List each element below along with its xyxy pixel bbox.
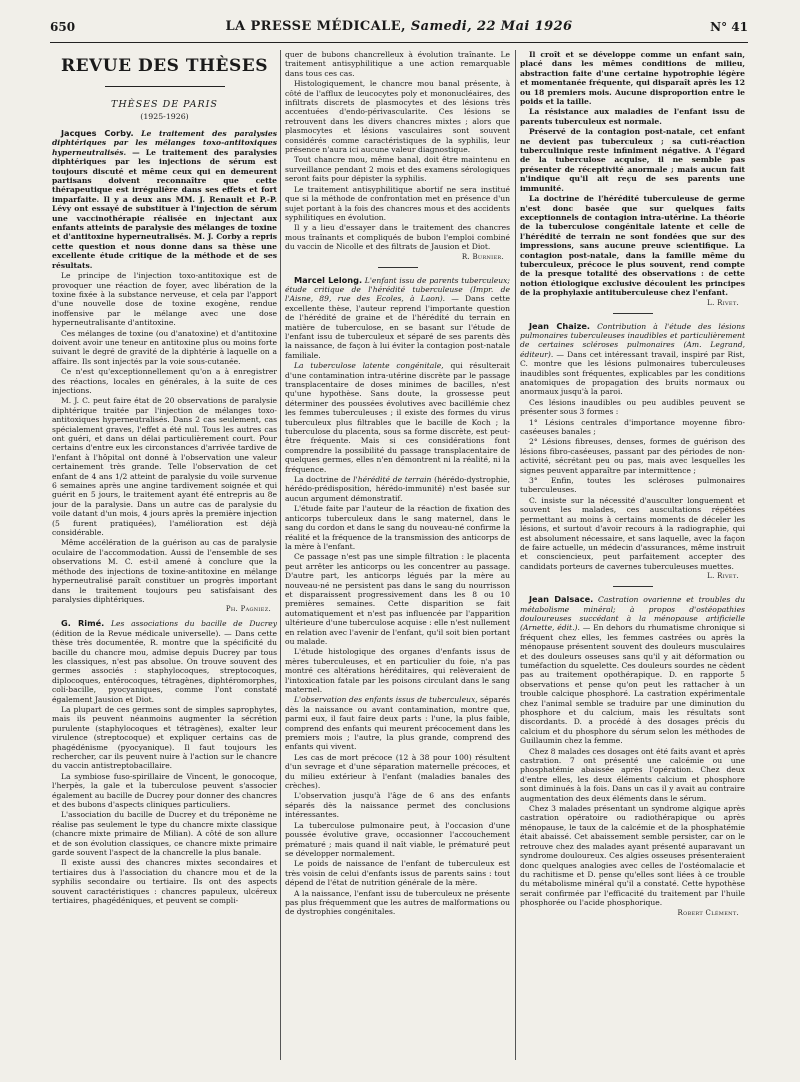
review-paragraph: La symbiose fuso-spirillaire de Vincent, le gonocoque, l'herpès, la gale et la tuberculose peuvent s'associer également au bacille de Ducrey pour donner des chancres et des bubons d'aspects cliniques particuliers. xyxy=(52,771,277,810)
review-paragraph xyxy=(285,361,510,474)
review-paragraph: La tuberculose pulmonaire peut, à l'occasion d'une poussée évolutive grave, occasionner l'accouchement prématuré ; mais quand il naît viable, le prématuré peut se développer normalement. xyxy=(285,820,510,858)
section-subtitle: THÈSES DE PARIS xyxy=(111,99,218,110)
author-name: G. Rimé. xyxy=(61,618,105,629)
column-divider xyxy=(515,50,516,1060)
review-paragraph: La résistance aux maladies de l'enfant issu de parents tuberculeux est normale. xyxy=(520,107,745,126)
review-dalsace xyxy=(520,595,745,746)
masthead-title: LA PRESSE MÉDICALE, xyxy=(225,19,406,34)
review-paragraph xyxy=(285,695,510,751)
publisher: (Arnette, édit.). xyxy=(520,623,580,633)
review-rime xyxy=(52,619,277,704)
review-paragraph: Le traitement antisyphilitique abortif ne sera institué que si la méthode de confrontation met en présence d'un sujet portant à la fois des chancres mous et des accidents syphilitiques en évolution. xyxy=(285,184,510,222)
reviewer-signature: Ph. Pagniez. xyxy=(225,605,271,614)
review-paragraph: L'étude histologique des organes d'enfants issus de mères tuberculeuses, et en particulier du foie, n'a pas montré ces altérations héréditaires, qui relèveraient de l'intoxication fatale par les poisons circulant dans le sang maternel. xyxy=(285,647,510,694)
review-paragraph: 3° Enfin, toutes les scléroses pulmonaires tuberculeuses. xyxy=(520,476,745,495)
review-paragraph: Le principe de l'injection toxo-antitoxique est de provoquer une réaction de foyer, avec libération de la toxine fixée à la substance nerveuse, et cela par l'apport d'une nouvelle dose de toxine exogène, rendue inoffensive par le mélange avec une dose hyperneutralisante d'antitoxine. xyxy=(52,271,277,328)
review-paragraph: Chez 8 malades ces dosages ont été faits avant et après castration. 7 ont présenté une calcémie ou une phosphatémie abaissée après l'opération. Chez deux d'entre elles, les deux éléments calcium et phosphore sont diminués à la fois. Dans un cas il y avait au contraire augmentation des deux éléments dans le sérum. xyxy=(520,746,745,803)
review-paragraph: Histologiquement, le chancre mou banal présente, à côté de l'afflux de leucocytes poly et mononucléaires, des infiltrats discrets de plasmocytes et des lésions très accentuées d'endo-périvascularite. Ces lésions se retrouvent dans les divers chancres mixtes ; alors que plasmocytes et lésions vasculaires sont souvent considérés comme caractéristiques de la syphilis, leur présence n'aura ici aucune valeur diagnostique. xyxy=(285,79,510,155)
review-text: séparés dès la naissance ou avant contamination, montre que, parmi eux, il faut faire deux parts : l'une, la plus faible, comprend des enfants qui meurent précocement dans les premiers mois ; l'autre, la plus grande, comprend des enfants qui vivent. xyxy=(285,695,510,752)
review-paragraph: Il croît et se développe comme un enfant sain, placé dans les mêmes conditions de milieu, abstraction faite d'une certaine hypotrophie légère et momentanée fréquente, qui disparaît après les 12 ou 18 premiers mois. Aucune disproportion entre le poids et la taille. xyxy=(520,50,745,107)
review-paragraph: M. J. C. peut faire état de 20 observations de paralysie diphtérique traitée par l'injection de mélanges toxo-antitoxiques hyperneutralisés. Dans 2 cas seulement, cas spécialement graves, l'effet a été nul. Tous les autres cas ont guéri, et dans un délai particulièrement court. Pour certains d'entre eux les circonstances d'arrivée tardive de l'enfant à l'hôpital ont donné à l'observation une valeur certainement très grande. Telle l'observation de cet enfant de 4 ans 1/2 atteint de paralysie du voile survenue 6 semaines après une angine tardivement soignée et qui guérit en 5 jours, le traitement ayant été entrepris au 8e jour de la paralysie. Dans un autre cas de paralysie du voile datant d'un mois, 4 jours après la première injection (5 furent pratiquées), l'amélioration est déjà considérable. xyxy=(52,396,277,538)
review-paragraph: Il y a lieu d'essayer dans le traitement des chancres mous traînants et compliqués de bubon l'emploi combiné du vaccin de Nicolle et des filtrats de Jausion et Diot. xyxy=(285,223,510,252)
header-rule xyxy=(50,42,748,43)
issue-date: Samedi, 22 Mai 1926 xyxy=(410,19,573,34)
thesis-title: Contribution à l'étude des lésions pulmonaires tuberculeuses inaudibles et particulièrement de certaines scléroses pulmonaires xyxy=(520,321,745,350)
review-paragraph: La doctrine de l'hérédité tuberculeuse de germe n'est donc basée que sur quelques faits exceptionnels de contagion intra-utérine. La théorie de la tuberculose congénitale latente et celle de l'hérédité de terrain ne sont fondées que sur des impressions, sans aucune preuve scientifique. La contagion post-natale, dans la famille même du tuberculeux, précoce le plus souvent, rend compte de la presque totalité des observations : de cette notion étiologique exclusive découlent les principes de la prophylaxie antituberculeuse chez l'enfant. xyxy=(520,194,745,298)
review-paragraph: Il existe aussi des chancres mixtes secondaires et tertiaires dus à l'association du chancre mou et de la syphilis secondaire ou tertiaire. Ils ont des aspects souvent caractéristiques : chancres papuleux, ulcéreux tertiaires, phagédéniques, et peuvent se compli- xyxy=(52,858,277,906)
emphasis: l'hérédité de terrain xyxy=(353,475,432,485)
page-number: 650 xyxy=(50,20,76,34)
column-3 xyxy=(520,50,745,1072)
emphasis: L'observation des enfants issus de tuberculeux, xyxy=(294,695,478,705)
entry-separator xyxy=(613,586,653,587)
review-text: — Dans cet intéressant travail, inspiré par Rist, C. montre que les lésions pulmonaires tuberculeuses inaudibles sont fréquentes, explicables par les conditions anatomiques de propagation des bruits normaux ou anormaux jusqu'à la paroi. xyxy=(520,349,745,397)
review-text: qui résulterait d'une contamination intra-utérine discrète par le passage transplacentaire de doses minimes de bacilles, n'est qu'une hypothèse. Sans doute, la grossesse peut déterminer des poussées évolutives avec bacillémie chez les femmes tuberculeuses ; il existe des formes du virus tuberculeux plus filtrables que le bacille de Koch ; la tuberculose du placenta, sous sa forme discrète, est peut-être fréquente. Mais si ces considérations font comprendre la possibilité du passage transplacentaire de quelques germes, elles n'en démontrent ni la réalité, ni la fréquence. xyxy=(285,361,510,474)
review-text: La doctrine de xyxy=(294,475,351,485)
masthead xyxy=(50,19,748,34)
section-title: REVUE DES THÈSES xyxy=(60,56,269,76)
entry-separator xyxy=(378,267,418,268)
reviewer-signature: Robert Clément. xyxy=(677,908,739,917)
entry-separator xyxy=(613,313,653,314)
review-paragraph: L'étude faite par l'auteur de la réaction de fixation des anticorps tuberculeux dans le sang maternel, dans le sang du cordon et dans le sang du nouveau-né confirme la réalité et la fréquence de la transmission des anticorps de la mère à l'enfant. xyxy=(285,504,510,551)
review-text: — Dans cette excellente thèse, l'auteur reprend l'importante question de l'hérédité de graine et de l'hérédité du terrain en matière de tuberculose, en se basant sur l'étude de l'enfant issu de tuberculeux et séparé de ses parents dès la naissance, de façon à lui éviter la contagion post-natale familiale. xyxy=(285,294,510,360)
review-paragraph: L'observation jusqu'à l'âge de 6 ans des enfants séparés dès la naissance permet des conclusions intéressantes. xyxy=(285,791,510,820)
reviewer-signature: R. Burnier. xyxy=(461,252,504,261)
review-text: — En dehors du rhumatisme chronique si fréquent chez elles, les femmes castrées ou après la ménopause présentent souvent des douleurs musculaires et des douleurs osseuses sans qu'il y ait déformation ou tuméfaction du squelette. Ces douleurs sourdes ne cèdent pas au traitement opothérapique. D. en rapporte 5 observations et pense qu'on peut les rattacher à un trouble calcique phosphoré. La castration expérimentale chez l'animal semble se traduire par une diminution du phosphore et du calcium, mais les résultats sont discordants. D. a procédé à des dosages précis du calcium et du phosphore du sérum selon les méthodes de Guillaumin chez la femme. xyxy=(520,623,745,746)
reviewer-signature: L. Rivet. xyxy=(707,298,739,307)
author-name: Marcel Lelong. xyxy=(294,274,363,285)
thesis-title: L'enfant issu de parents tuberculeux; étude critique de l'hérédité tuberculeuse xyxy=(285,275,510,294)
review-paragraph: Tout chancre mou, même banal, doit être maintenu en surveillance pendant 2 mois et des examens sérologiques seront faits pour dépister la syphilis. xyxy=(285,155,510,184)
review-paragraph: Les cas de mort précoce (12 à 38 pour 100) résultent d'un sevrage et d'une séparation maternelle précoces, et du milieu extérieur à l'enfant (maladies banales des crèches). xyxy=(285,752,510,791)
thesis-title: Le traitement des paralysies diphtériques par les mélanges toxo-antitoxiques hyperneutralisés. xyxy=(52,129,277,157)
section-years: (1925-1926) xyxy=(140,112,189,121)
author-name: Jean Dalsace. xyxy=(529,594,594,605)
column-2 xyxy=(285,50,510,1072)
review-paragraph: Ce n'est qu'exceptionnellement qu'on a à enregistrer des réactions, locales en générales, à la suite de ces injections. xyxy=(52,367,277,395)
title-rule xyxy=(105,86,225,87)
emphasis: La tuberculose latente congénitale, xyxy=(294,361,444,371)
review-paragraph: Chez 3 malades présentant un syndrome algique après castration opératoire ou radiothérapique ou après ménopause, le taux de la calcémie et de la phosphatémie était abaissé. Cet abaissement semble persister, car on le retrouve chez des malades ayant présenté auparavant un syndrome douloureux. Ces algies osseuses présenteraient donc quelques analogies avec celles de l'ostéomalacie et du rachitisme et D. pense qu'elles sont liées à ce trouble du métabolisme minéral qu'il a constaté. Cette hypothèse serait confirmée par l'efficacité du traitement par l'huile phosphorée ou l'acide phosphorique. xyxy=(520,804,745,908)
review-paragraph: Préservé de la contagion post-natale, cet enfant ne devient pas tuberculeux ; sa cuti-réaction tuberculinique reste infiniment négative. A l'égard de la tuberculose acquise, il ne semble pas présenter de réceptivité anormale ; mais aucun fait n'indique qu'il ait reçu de ses parents une immunité. xyxy=(520,127,745,193)
review-paragraph: quer de bubons chancrelleux à évolution traînante. Le traitement antisyphilitique a une action remarquable dans tous ces cas. xyxy=(285,50,510,78)
review-paragraph: Ces mélanges de toxine (ou d'anatoxine) et d'antitoxine doivent avoir une teneur en antitoxine plus ou moins forte suivant le degré de gravité de la diphtérie à laquelle on a affaire. Ils sont injectés par la voie sous-cutanée. xyxy=(52,328,277,366)
review-corby xyxy=(52,129,277,270)
column-divider xyxy=(280,50,281,1060)
review-paragraph: Ces lésions inaudibles ou peu audibles peuvent se présenter sous 3 formes : xyxy=(520,397,745,417)
author-name: Jacques Corby. xyxy=(61,128,134,138)
review-text: — Le traitement des paralysies diphtériques par les injections de sérum est toujours discuté et même ceux qui en demeurent partisans doivent reconnaître que cette thérapeutique est irrégulière dans ses effets et fort imparfaite. Il y a deux ans MM. J. Renault et P.-P. Lévy ont essayé de substituer à l'injection de sérum une vaccinothérapie réalisée en injectant aux enfants atteints de paralysie des mélanges de toxine et d'antitoxine hyperneutralisés. M. J. Corby a repris cette question et nous donne dans sa thèse une excellente étude critique de la méthode et de ses résultats. xyxy=(52,147,277,270)
review-text: (hérédo-dystrophie, hérédo-prédisposition, hérédo-immunité) n'est basée sur aucun argument démonstratif. xyxy=(285,475,510,503)
author-name: Jean Chaize. xyxy=(529,320,591,331)
review-paragraph: 2° Lésions fibreuses, denses, formes de guérison des lésions fibro-caséeuses, passant par des périodes de non-activité, sécrétant peu ou pas, mais avec lesquelles les signes peuvent apparaître par intermittence ; xyxy=(520,437,745,475)
thesis-title: Castration ovarienne et troubles du métabolisme minéral; à propos d'ostéopathies douloureuses succédant à la ménopause artificielle xyxy=(520,595,745,623)
review-text: (édition de la Revue médicale universelle). — Dans cette thèse très documentée, R. montre que la spécificité du bacille du chancre mou, admise depuis Ducrey par tous les classiques, n'est pas absolue. On trouve souvent des germes associés : staphylocoques, streptocoques, diplocoques, entérocoques, tétragènes, diphtéromorphes, coli-bacille, pyocyaniques, comme l'ont constaté également Jausion et Diot. xyxy=(52,628,277,704)
review-paragraph: Même accélération de la guérison au cas de paralysie oculaire de l'accommodation. Aussi de l'ensemble de ses observations M. C. est-il amené à conclure que la méthode des injections de toxine-antitoxine en mélange hyperneutralisé paraît constituer un progrès important dans le traitement toujours peu satisfaisant des paralysies diphtériques. xyxy=(52,538,277,604)
review-lelong xyxy=(285,276,510,361)
review-chaize xyxy=(520,322,745,397)
page-header xyxy=(50,18,748,40)
review-paragraph: C. insiste sur la nécessité d'ausculter longuement et souvent les malades, ces auscultations répétées permettant au moins à certains moments de déceler les lésions, et surtout d'avoir recours à la radiographie, qui est absolument nécessaire, et sans laquelle, avec la façon de faire actuelle, un médecin d'assurances, même instruit et consciencieux, peut parfaitement accepter des candidats porteurs de cavernes tuberculeuses muettes. xyxy=(520,495,745,571)
reviewer-signature: L. Rivet. xyxy=(707,572,739,581)
review-paragraph: La plupart de ces germes sont de simples saprophytes, mais ils peuvent néanmoins augmenter la sécrétion purulente (staphylocoques et tétragènes), exalter leur virulence (streptocoque) et expliquer certains cas de phagédénisme (pyocyanique). Il faut toujours les rechercher, car ils peuvent nuire à l'action sur le chancre du vaccin antistreptobacillaire. xyxy=(52,704,277,771)
review-paragraph: 1° Lésions centrales d'importance moyenne fibro-caséeuses banales ; xyxy=(520,417,745,437)
issue-number: N° 41 xyxy=(710,20,748,34)
column-1 xyxy=(52,50,277,1072)
review-paragraph: A la naissance, l'enfant issu de tuberculeux ne présente pas plus fréquemment que les autres de malformations ou de dystrophies congénitales. xyxy=(285,888,510,917)
publisher: (Impr. de l'Aisne, 89, rue des Ecoles, à Laon). xyxy=(285,284,510,304)
review-paragraph: L'association du bacille de Ducrey et du tréponème ne réalise pas seulement le type du chancre mixte classique (chancre mixte primaire de Milian). A côté de son allure et de son évolution classiques, ce chancre mixte primaire garde souvent l'aspect de la chancrelle la plus banale. xyxy=(52,810,277,858)
review-paragraph: Le poids de naissance de l'enfant de tuberculeux est très voisin de celui d'enfants issus de parents sains : tout dépend de l'état de nutrition générale de la mère. xyxy=(285,859,510,888)
review-paragraph xyxy=(285,475,510,503)
thesis-title: Les associations du bacille de Ducrey xyxy=(110,619,277,629)
publisher: (Am. Legrand, éditeur). xyxy=(520,340,745,359)
review-paragraph: Ce passage n'est pas une simple filtration : le placenta peut arrêter les anticorps ou les concentrer au passage. D'autre part, les anticorps légués par la mère au nouveau-né ne persistent pas dans le sang du nourrisson et disparaissent progressivement dans les 8 ou 10 premières semaines. Cette disparition se fait automatiquement et n'est pas influencée par l'apparition ultérieure d'une tuberculose acquise : elle n'est nullement en relation avec l'avenir de l'enfant, qu'il soit bien portant ou malade. xyxy=(285,552,510,646)
